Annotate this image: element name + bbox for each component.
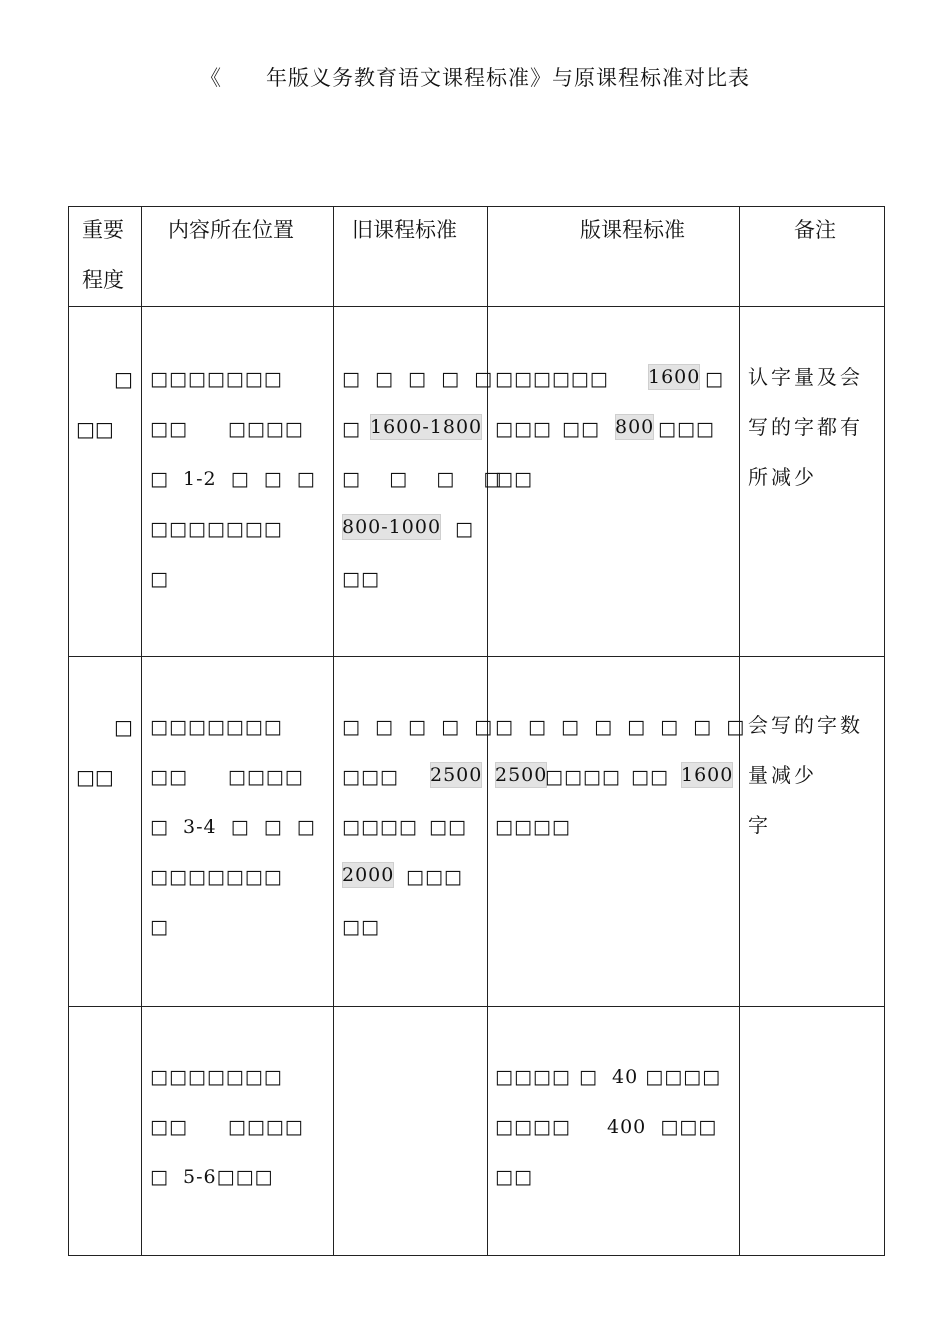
row2-location-line3: □ 3-4 □ □ □ xyxy=(150,816,316,838)
header-importance-line2: 程度 xyxy=(82,268,124,292)
row1-location-line1: □□□□□□□ xyxy=(150,368,283,390)
row2-new-count1: 2500 xyxy=(495,764,548,786)
row1-new-line2a: □□□ xyxy=(495,418,552,440)
row1-importance-line2: □□ xyxy=(76,417,114,441)
row3-location-line3: □ 5-6□□□ xyxy=(150,1166,274,1188)
header-old-standard: 旧课程标准 xyxy=(352,218,457,242)
row3-location-line1: □□□□□□□ xyxy=(150,1066,283,1088)
row3-new-line3: □□ xyxy=(495,1166,533,1188)
row1-location-line2: □□ □□□□ xyxy=(150,418,304,440)
row3-new-line2b: 400 □□□ xyxy=(607,1116,718,1138)
row2-location-line5: □ xyxy=(150,916,169,938)
row2-new-line2a: □□□□ xyxy=(545,766,621,788)
row1-new-line1b: □ xyxy=(705,368,724,390)
row1-old-line3: □ □ □ □ xyxy=(342,468,503,490)
row2-old-line1: □ □ □ □ □ xyxy=(342,716,494,738)
row2-location-line1: □□□□□□□ xyxy=(150,716,283,738)
row1-new-line1a: □□□□□□ xyxy=(495,368,609,390)
row3-location-line2: □□ □□□□ xyxy=(150,1116,304,1138)
row1-old-line1: □ □ □ □ □ xyxy=(342,368,494,390)
row2-old-count2: 2000 xyxy=(342,864,395,886)
row2-note-line3: 字 xyxy=(748,813,771,837)
row1-new-count2: 800 xyxy=(615,416,655,438)
row1-old-line5: □□ xyxy=(342,568,380,590)
row2-importance-line2: □□ xyxy=(76,765,114,789)
row2-old-line3b: □□ xyxy=(429,816,467,838)
row2-new-count2: 1600 xyxy=(681,764,734,786)
row1-note-line1: 认字量及会 xyxy=(748,365,863,389)
header-importance-line1: 重要 xyxy=(82,218,124,242)
row-divider xyxy=(68,1006,885,1007)
row2-location-line4: □□□□□□□ xyxy=(150,866,283,888)
row2-new-line3: □□□□ xyxy=(495,816,571,838)
row1-new-line2b: □□ xyxy=(562,418,600,440)
row2-old-line2a: □□□ xyxy=(342,766,399,788)
comparison-table xyxy=(68,206,885,1256)
row2-importance-line1: □ xyxy=(114,715,133,739)
row2-old-line3a: □□□□ xyxy=(342,816,418,838)
row2-old-count1: 2500 xyxy=(430,764,483,786)
table-border-top xyxy=(68,206,885,207)
header-note: 备注 xyxy=(794,218,836,242)
row1-note-line2: 写的字都有 xyxy=(748,415,863,439)
column-divider xyxy=(141,206,142,1256)
row3-new-line1a: □□□□ xyxy=(495,1066,571,1088)
header-location: 内容所在位置 xyxy=(168,218,294,242)
row2-new-line2b: □□ xyxy=(631,766,669,788)
row2-old-line5: □□ xyxy=(342,916,380,938)
row1-new-count1: 1600 xyxy=(648,366,701,388)
table-border-right xyxy=(884,206,885,1256)
row1-new-line2c: □□□ xyxy=(658,418,715,440)
row2-location-line2: □□ □□□□ xyxy=(150,766,304,788)
row1-note-line3: 所减少 xyxy=(748,465,817,489)
row2-note-line2: 量减少 xyxy=(748,763,817,787)
header-new-standard: 版课程标准 xyxy=(580,218,685,242)
row2-note-line1: 会写的字数 xyxy=(748,713,863,737)
document-title: 《 年版义务教育语文课程标准》与原课程标准对比表 xyxy=(200,66,750,90)
row2-old-line4b: □□□ xyxy=(406,866,463,888)
row1-old-count2: 800-1000 xyxy=(342,516,442,538)
row2-new-line1: □ □ □ □ □ □ □ □ xyxy=(495,716,746,738)
row1-old-count1: 1600-1800 xyxy=(370,416,483,438)
row3-new-line2a: □□□□ xyxy=(495,1116,571,1138)
row3-new-line1b: □ 40 □□□□ xyxy=(579,1066,722,1088)
row1-location-line3: □ 1-2 □ □ □ xyxy=(150,468,316,490)
row1-new-line3: □□ xyxy=(495,468,533,490)
row1-old-line4b: □ xyxy=(455,518,474,540)
table-border-bottom xyxy=(68,1255,885,1256)
row1-location-line5: □ xyxy=(150,568,169,590)
row1-old-line2a: □ xyxy=(342,418,361,440)
row1-location-line4: □□□□□□□ xyxy=(150,518,283,540)
row-divider xyxy=(68,656,885,657)
column-divider xyxy=(333,206,334,1256)
row-divider xyxy=(68,306,885,307)
row1-importance-line1: □ xyxy=(114,367,133,391)
table-border-left xyxy=(68,206,69,1256)
